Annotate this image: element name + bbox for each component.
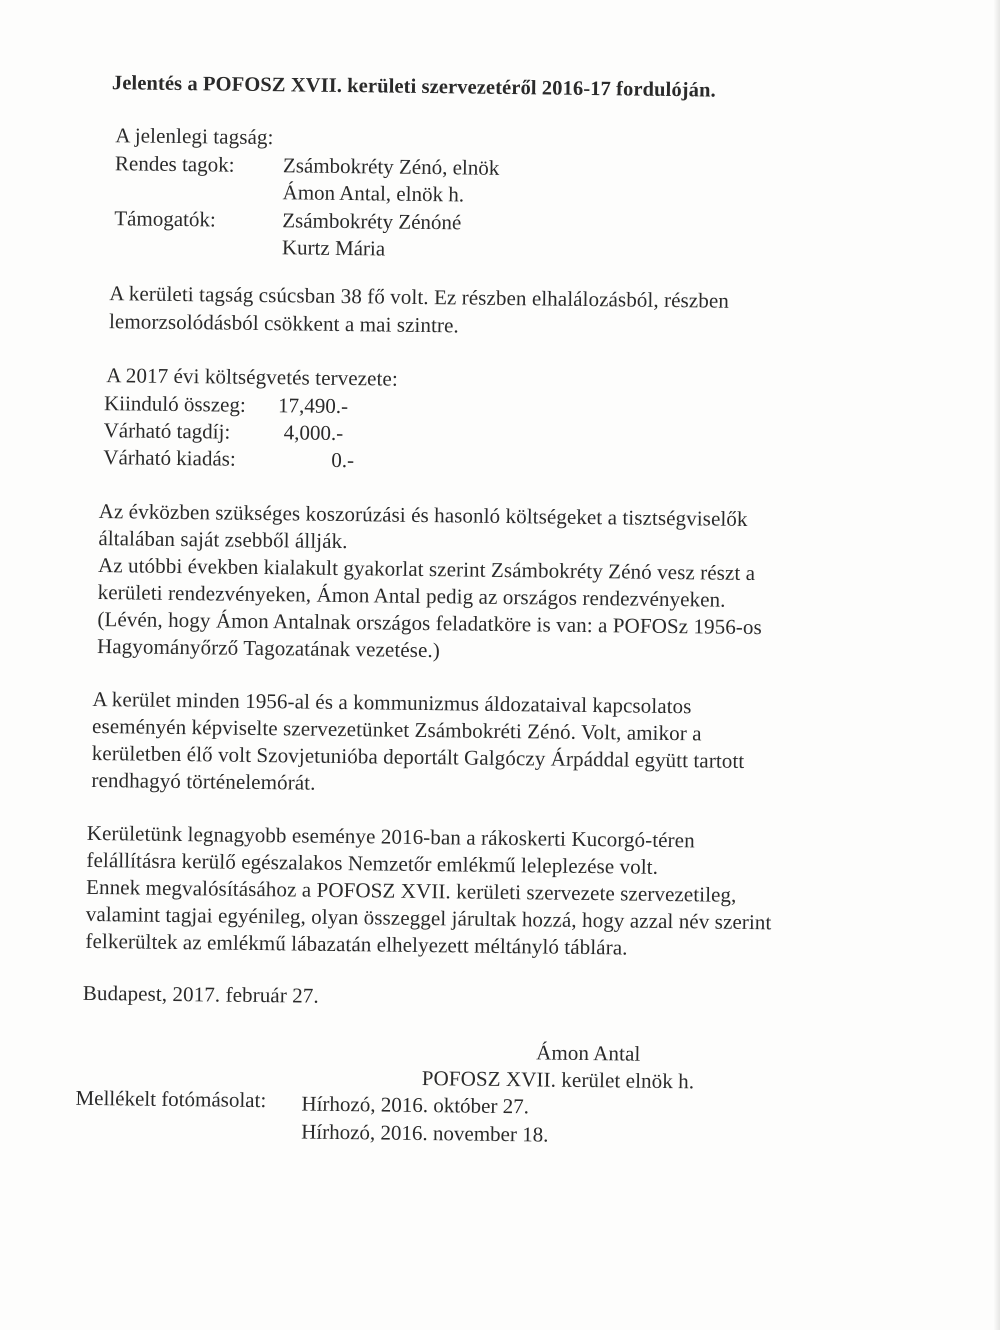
- events-paragraph-line-2: eseményén képviselte szervezetünket Zsámbokréti Zénó. Volt, amikor a: [91, 713, 702, 746]
- regular-member-2: Ámon Antal, elnök h.: [282, 180, 465, 207]
- costs-paragraph-line-6: Hagyományőrző Tagozatának vezetése.): [96, 634, 441, 663]
- supporter-2: Kurtz Mária: [281, 235, 386, 261]
- events-paragraph-line-1: A kerület minden 1956-al és a kommunizmus áldozataival kapcsolatos: [92, 686, 692, 719]
- budget-value-expense: 0.-: [331, 447, 355, 473]
- document-title: Jelentés a POFOSZ XVII. kerületi szervezetéről 2016-17 fordulóján.: [111, 72, 716, 102]
- monument-paragraph-line-3: Ennek megvalósításához a POFOSZ XVII. kerületi szervezete szervezetileg,: [85, 874, 737, 907]
- budget-value-start: 17,490.-: [277, 393, 349, 419]
- costs-paragraph-line-5: (Lévén, hogy Ámon Antalnak országos feladatköre is van: a POFOSz 1956-os: [97, 607, 763, 640]
- events-paragraph-line-3: kerületben élő volt Szovjetunióba deportált Galgóczy Árpáddal együtt tartott: [91, 740, 745, 773]
- monument-paragraph-line-5: felkerültek az emlékmű lábazatán elhelyezett méltányló táblára.: [85, 928, 628, 960]
- signatory-name: Ámon Antal: [536, 1040, 641, 1066]
- costs-paragraph-line-1: Az évközben szükséges koszorúzási és hasonló költségeket a tisztségviselők: [98, 499, 748, 531]
- regular-members-label: Rendes tagok:: [114, 151, 235, 177]
- budget-label-fee: Várható tagdíj:: [103, 418, 231, 444]
- membership-heading: A jelenlegi tagság:: [115, 123, 274, 150]
- budget-value-fee: 4,000.-: [283, 420, 344, 445]
- supporter-1: Zsámbokréty Zénóné: [282, 208, 462, 235]
- costs-paragraph-line-2: általában saját zsebből állják.: [98, 526, 348, 554]
- place-date: Budapest, 2017. február 27.: [82, 980, 319, 1008]
- budget-label-start: Kiinduló összeg:: [103, 391, 246, 417]
- regular-member-1: Zsámbokréty Zénó, elnök: [282, 153, 500, 180]
- attachment-1: Hírhozó, 2016. október 27.: [301, 1091, 530, 1119]
- attachment-2: Hírhozó, 2016. november 18.: [301, 1119, 549, 1147]
- budget-label-expense: Várható kiadás:: [103, 445, 236, 471]
- monument-paragraph-line-1: Kerületünk legnagyobb eseménye 2016-ban a rákoskerti Kucorgó-téren: [86, 820, 695, 853]
- supporters-label: Támogatók:: [114, 206, 216, 232]
- peak-paragraph-line-2: lemorzsolódásból csökkent a mai szintre.: [108, 309, 460, 338]
- events-paragraph-line-4: rendhagyó történelemórát.: [91, 767, 316, 795]
- scan-edge-shadow: [994, 0, 1000, 1330]
- budget-heading: A 2017 évi költségvetés tervezete:: [106, 363, 399, 391]
- signatory-role: POFOSZ XVII. kerület elnök h.: [421, 1066, 695, 1094]
- costs-paragraph-line-4: kerületi rendezvényeken, Ámon Antal pedig az országos rendezvényeken.: [97, 580, 726, 612]
- costs-paragraph-line-3: Az utóbbi években kialakult gyakorlat szerint Zsámbokréty Zénó vesz részt a: [97, 553, 756, 586]
- attachments-label: Mellékelt fotómásolat:: [75, 1085, 267, 1113]
- monument-paragraph-line-2: felállításra kerülő egészalakos Nemzetőr emlékmű leleplezése volt.: [86, 847, 659, 879]
- monument-paragraph-line-4: valamint tagjai egyénileg, olyan összeggel járultak hozzá, hogy azzal név szerint: [85, 901, 772, 935]
- peak-paragraph-line-1: A kerületi tagság csúcsban 38 fő volt. Ez részben elhalálozásból, részben: [109, 281, 730, 313]
